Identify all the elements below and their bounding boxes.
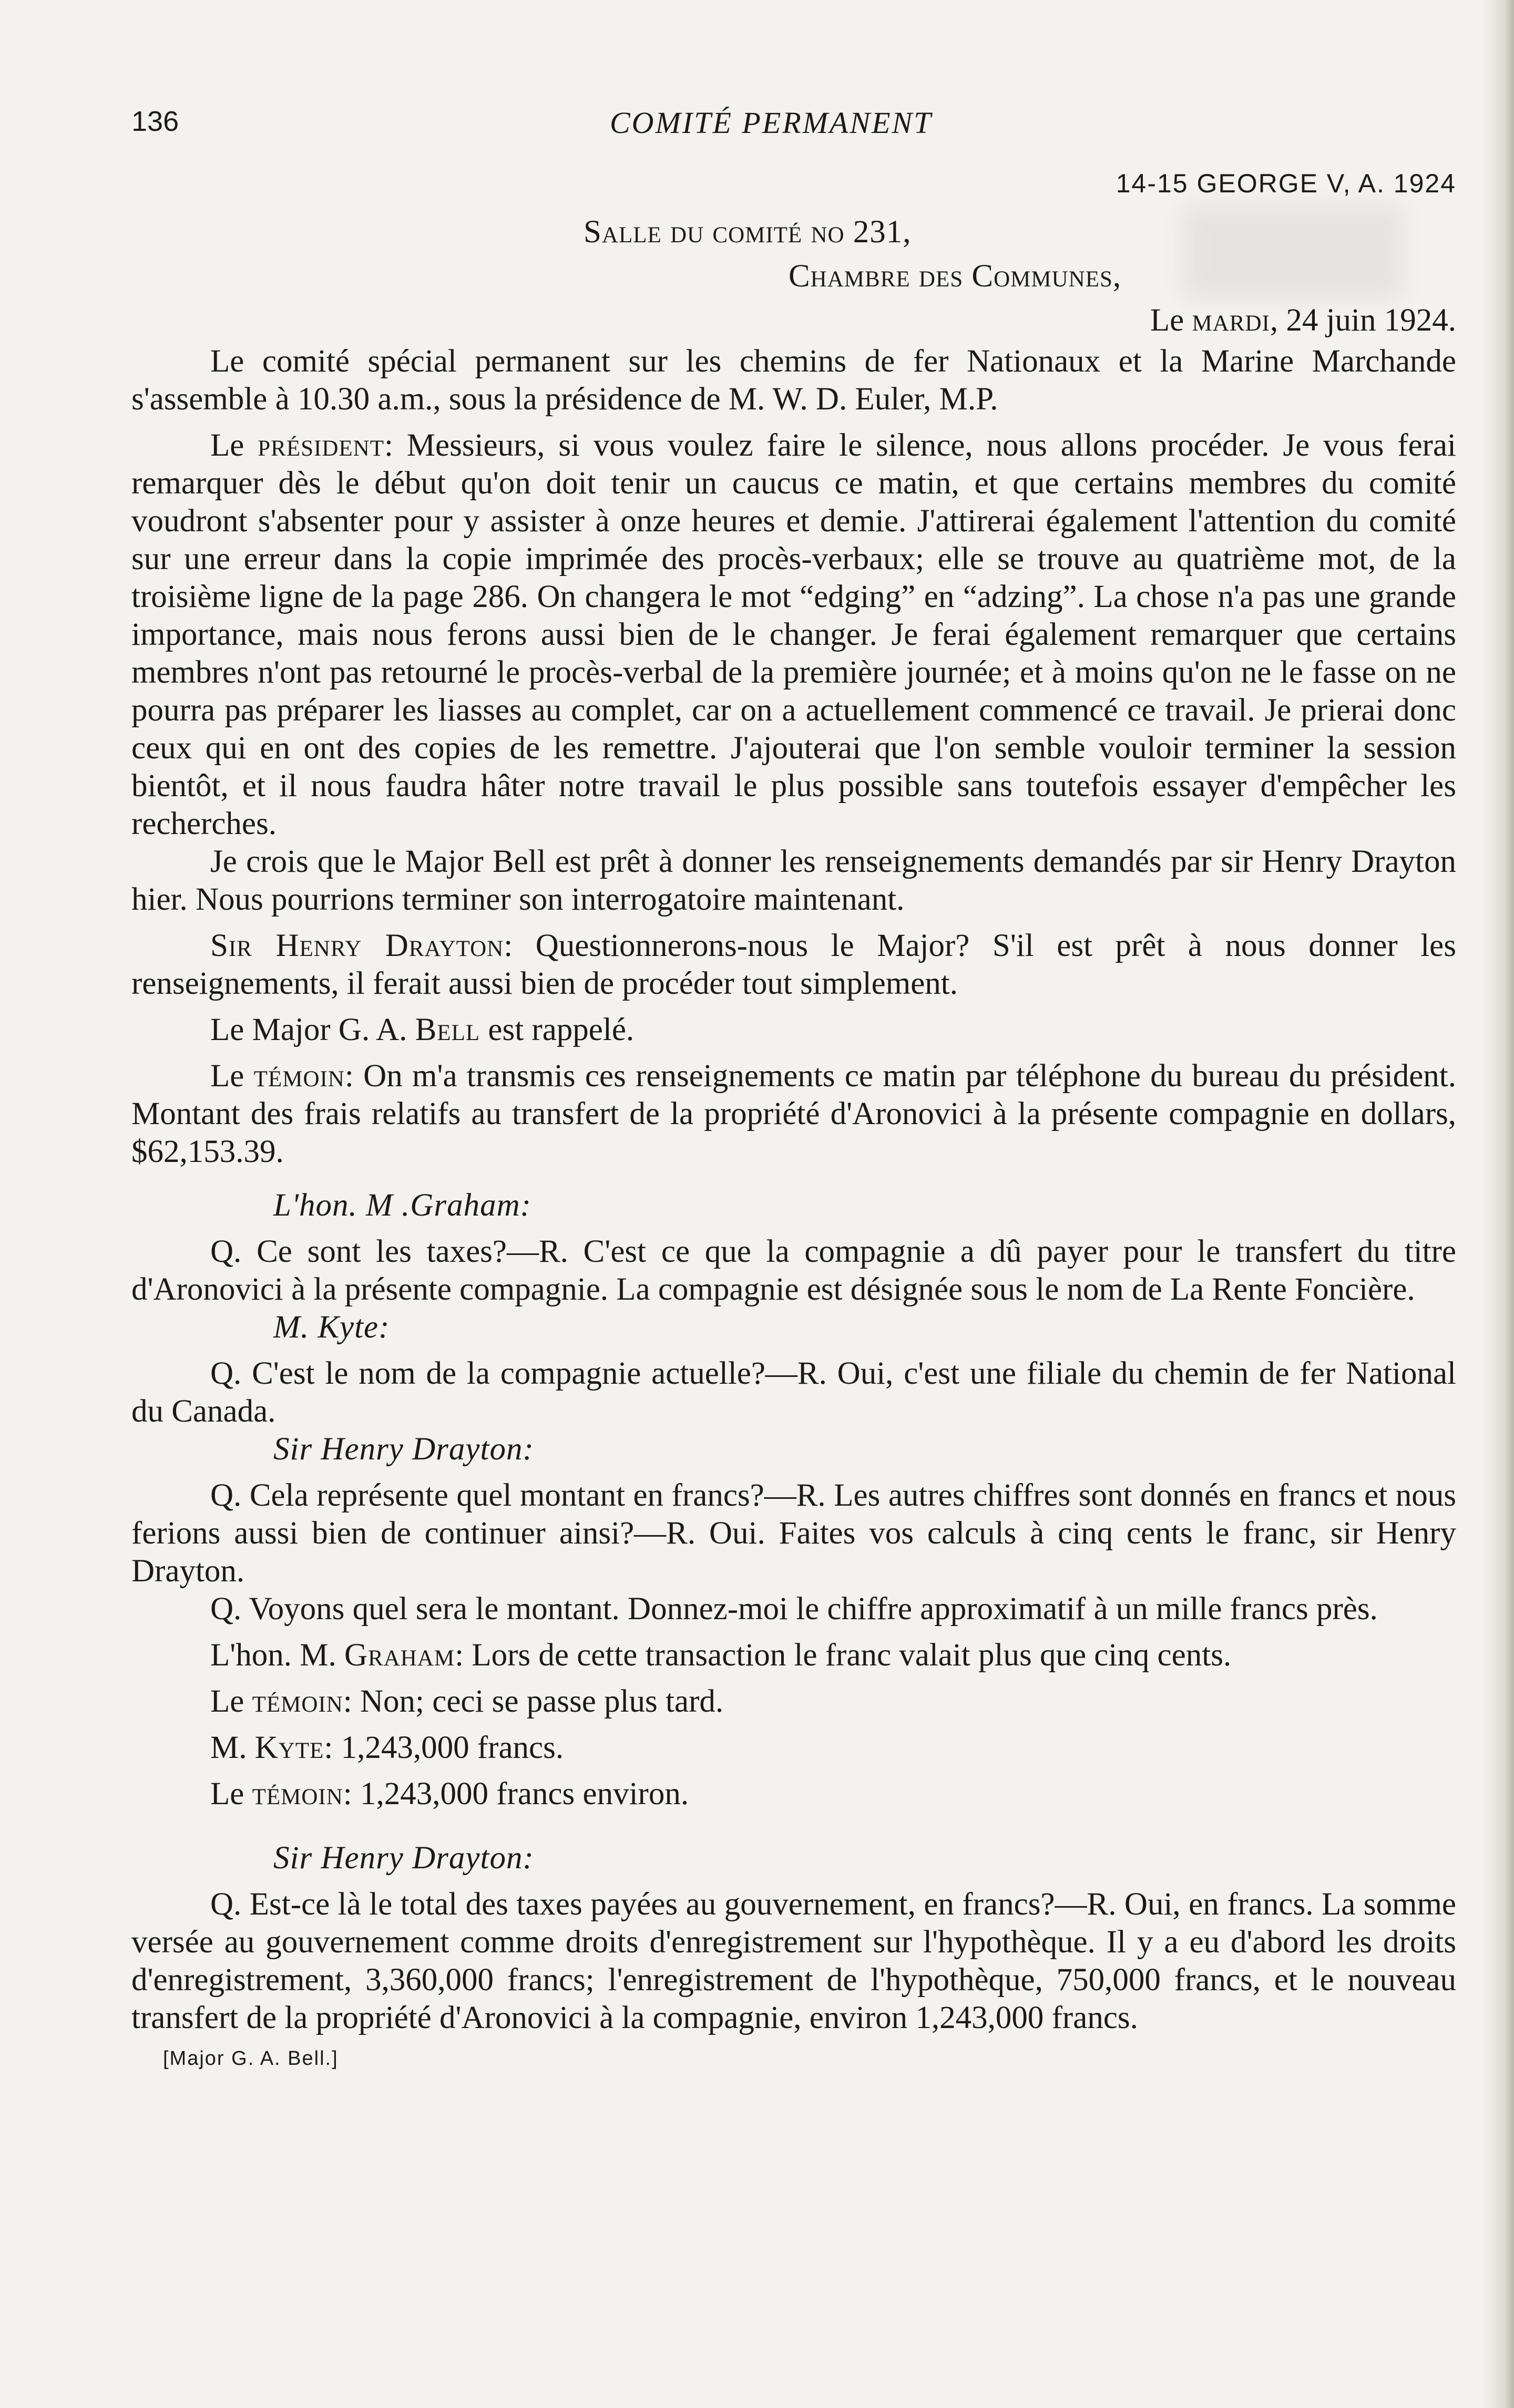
p7-prefix: L'hon. M. xyxy=(210,1638,344,1673)
p5-text: est rappelé. xyxy=(480,1012,635,1047)
speaker-president: président xyxy=(258,428,384,463)
date-day: mardi xyxy=(1192,303,1270,338)
place-room xyxy=(584,210,1456,254)
speaker-heading-kyte: M. Kyte: xyxy=(273,1310,390,1345)
p2-text: : Messieurs, si vous voulez faire le silence, nous allons procéder. Je vous ferai remarquer dès le début qu'on doit tenir un caucus ce matin, et que certains membres du comité voudront s'absenter pour y assister à onze heures et demie. J'attirerai également l'attention du comité sur une erreur dans la copie imprimée des procès-verbaux; elle se trouve au quatrième mot, de la troisième ligne de la page 286. On changera le mot “edging” en “adzing”. La chose n'a pas une grande importance, mais nous ferons aussi bien de le changer. Je ferai également remarquer que certains membres n'ont pas retourné le procès-verbal de la première journée; et à moins qu'on ne le fasse on ne pourra pas préparer les liasses au complet, car on a actuellement commencé ce travail. Je prierai donc ceux qui en ont des copies de les remettre. J'ajouterai que l'on semble vouloir terminer la session bientôt, et il nous faudra hâter notre travail le plus possible sans toutefois essayer d'empêcher les recherches. xyxy=(131,428,1456,841)
date-rest: , 24 juin 1924. xyxy=(1270,303,1456,338)
place-chamber xyxy=(789,254,1456,299)
p6-prefix: Le xyxy=(210,1058,254,1094)
question-company-name: Q. C'est le nom de la compagnie actuelle?—R. Oui, c'est une filiale du chemin de fer National du Canada. xyxy=(131,1356,1456,1429)
question-taxes: Q. Ce sont les taxes?—R. C'est ce que la compagnie a dû payer pour le transfert du titre d'Aronovici à la présente compagnie. La compagnie est désignée sous le nom de La Rente Foncière. xyxy=(131,1234,1456,1307)
speaker-witness: témoin xyxy=(253,1058,345,1094)
speaker-witness-3: témoin xyxy=(252,1776,343,1812)
paragraph-graham xyxy=(131,1637,1456,1674)
speaker-drayton: Sir Henry Drayton xyxy=(210,928,504,963)
running-head: COMITÉ PERMANENT xyxy=(610,106,933,140)
p5-prefix: Le Major G. A. xyxy=(210,1012,415,1047)
p7-text: : Lors de cette transaction le franc valait plus que cinq cents. xyxy=(455,1638,1232,1673)
speaker-heading-drayton: Sir Henry Drayton: xyxy=(273,1432,534,1467)
paragraph-witness-3 xyxy=(131,1775,1456,1813)
p4-text: : Questionnerons-nous le Major? S'il est prêt à nous donner les renseignements, il ferait aussi bien de procéder tout simplement. xyxy=(131,928,1456,1001)
p8-prefix: Le xyxy=(210,1684,252,1719)
room-text: Salle du comité no 231, xyxy=(584,214,912,250)
paragraph-opening: Le comité spécial permanent sur les chemins de fer Nationaux et la Marine Marchande s'assemble à 10.30 a.m., sous la présidence de M. W. D. Euler, M.P. xyxy=(131,344,1456,417)
page-header xyxy=(131,105,1456,152)
paragraph-major-bell: Je crois que le Major Bell est prêt à donner les renseignements demandés par sir Henry Drayton hier. Nous pourrions terminer son interrogatoire maintenant. xyxy=(131,844,1456,917)
speaker-kyte: Kyte xyxy=(254,1730,324,1765)
paragraph-witness-1 xyxy=(131,1057,1456,1171)
paragraph-witness-2 xyxy=(131,1683,1456,1721)
place-date xyxy=(131,299,1456,343)
name-bell: Bell xyxy=(415,1012,480,1047)
question-amount: Q. Voyons quel sera le montant. Donnez-moi le chiffre approximatif à un mille francs près. xyxy=(210,1591,1378,1627)
paragraph-president xyxy=(131,427,1456,843)
speaker-graham: Graham xyxy=(344,1638,455,1673)
p9-text: : 1,243,000 francs. xyxy=(324,1730,564,1765)
session-label: 14-15 GEORGE V, A. 1924 xyxy=(1116,169,1456,198)
question-francs: Q. Cela représente quel montant en francs?—R. Les autres chiffres sont donnés en francs et nous ferions aussi bien de continuer ainsi?—R. Oui. Faites vos calculs à cinq cents le franc, sir Henry Drayton. xyxy=(131,1478,1456,1589)
speaker-heading-drayton-2: Sir Henry Drayton: xyxy=(273,1840,534,1876)
p8-text: : Non; ceci se passe plus tard. xyxy=(343,1684,724,1719)
chamber-text: Chambre des Communes, xyxy=(789,259,1122,294)
p2-prefix: Le xyxy=(210,428,258,463)
page-binding-edge xyxy=(1482,0,1514,2408)
speaker-witness-2: témoin xyxy=(252,1684,343,1719)
p10-text: : 1,243,000 francs environ. xyxy=(343,1776,689,1812)
p9-prefix: M. xyxy=(210,1730,255,1765)
paragraph-recalled xyxy=(131,1011,1456,1049)
paragraph-drayton xyxy=(131,927,1456,1003)
document-page xyxy=(131,105,1456,2070)
footer-reference: [Major G. A. Bell.] xyxy=(163,2047,339,2070)
question-total-taxes: Q. Est-ce là le total des taxes payées au gouvernement, en francs?—R. Oui, en francs. La somme versée au gouvernement comme droits d'enregistrement sur l'hypothèque. Il y a eu d'abord les droits d'enregistrement, 3,360,000 francs; l'enregistrement de l'hypothèque, 750,000 francs, et le nouveau transfert de la propriété d'Aronovici à la compagnie, environ 1,243,000 francs. xyxy=(131,1887,1456,2035)
speaker-heading-graham: L'hon. M .Graham: xyxy=(273,1188,531,1223)
p10-prefix: Le xyxy=(210,1776,252,1812)
p6-text: : On m'a transmis ces renseignements ce matin par téléphone du bureau du président. Montant des frais relatifs au transfert de la propriété d'Aronovici à la présente compagnie en dollars, $62,153.39. xyxy=(131,1058,1456,1169)
page-number: 136 xyxy=(131,106,179,137)
date-prefix: Le xyxy=(1150,303,1192,338)
paragraph-kyte xyxy=(131,1729,1456,1767)
